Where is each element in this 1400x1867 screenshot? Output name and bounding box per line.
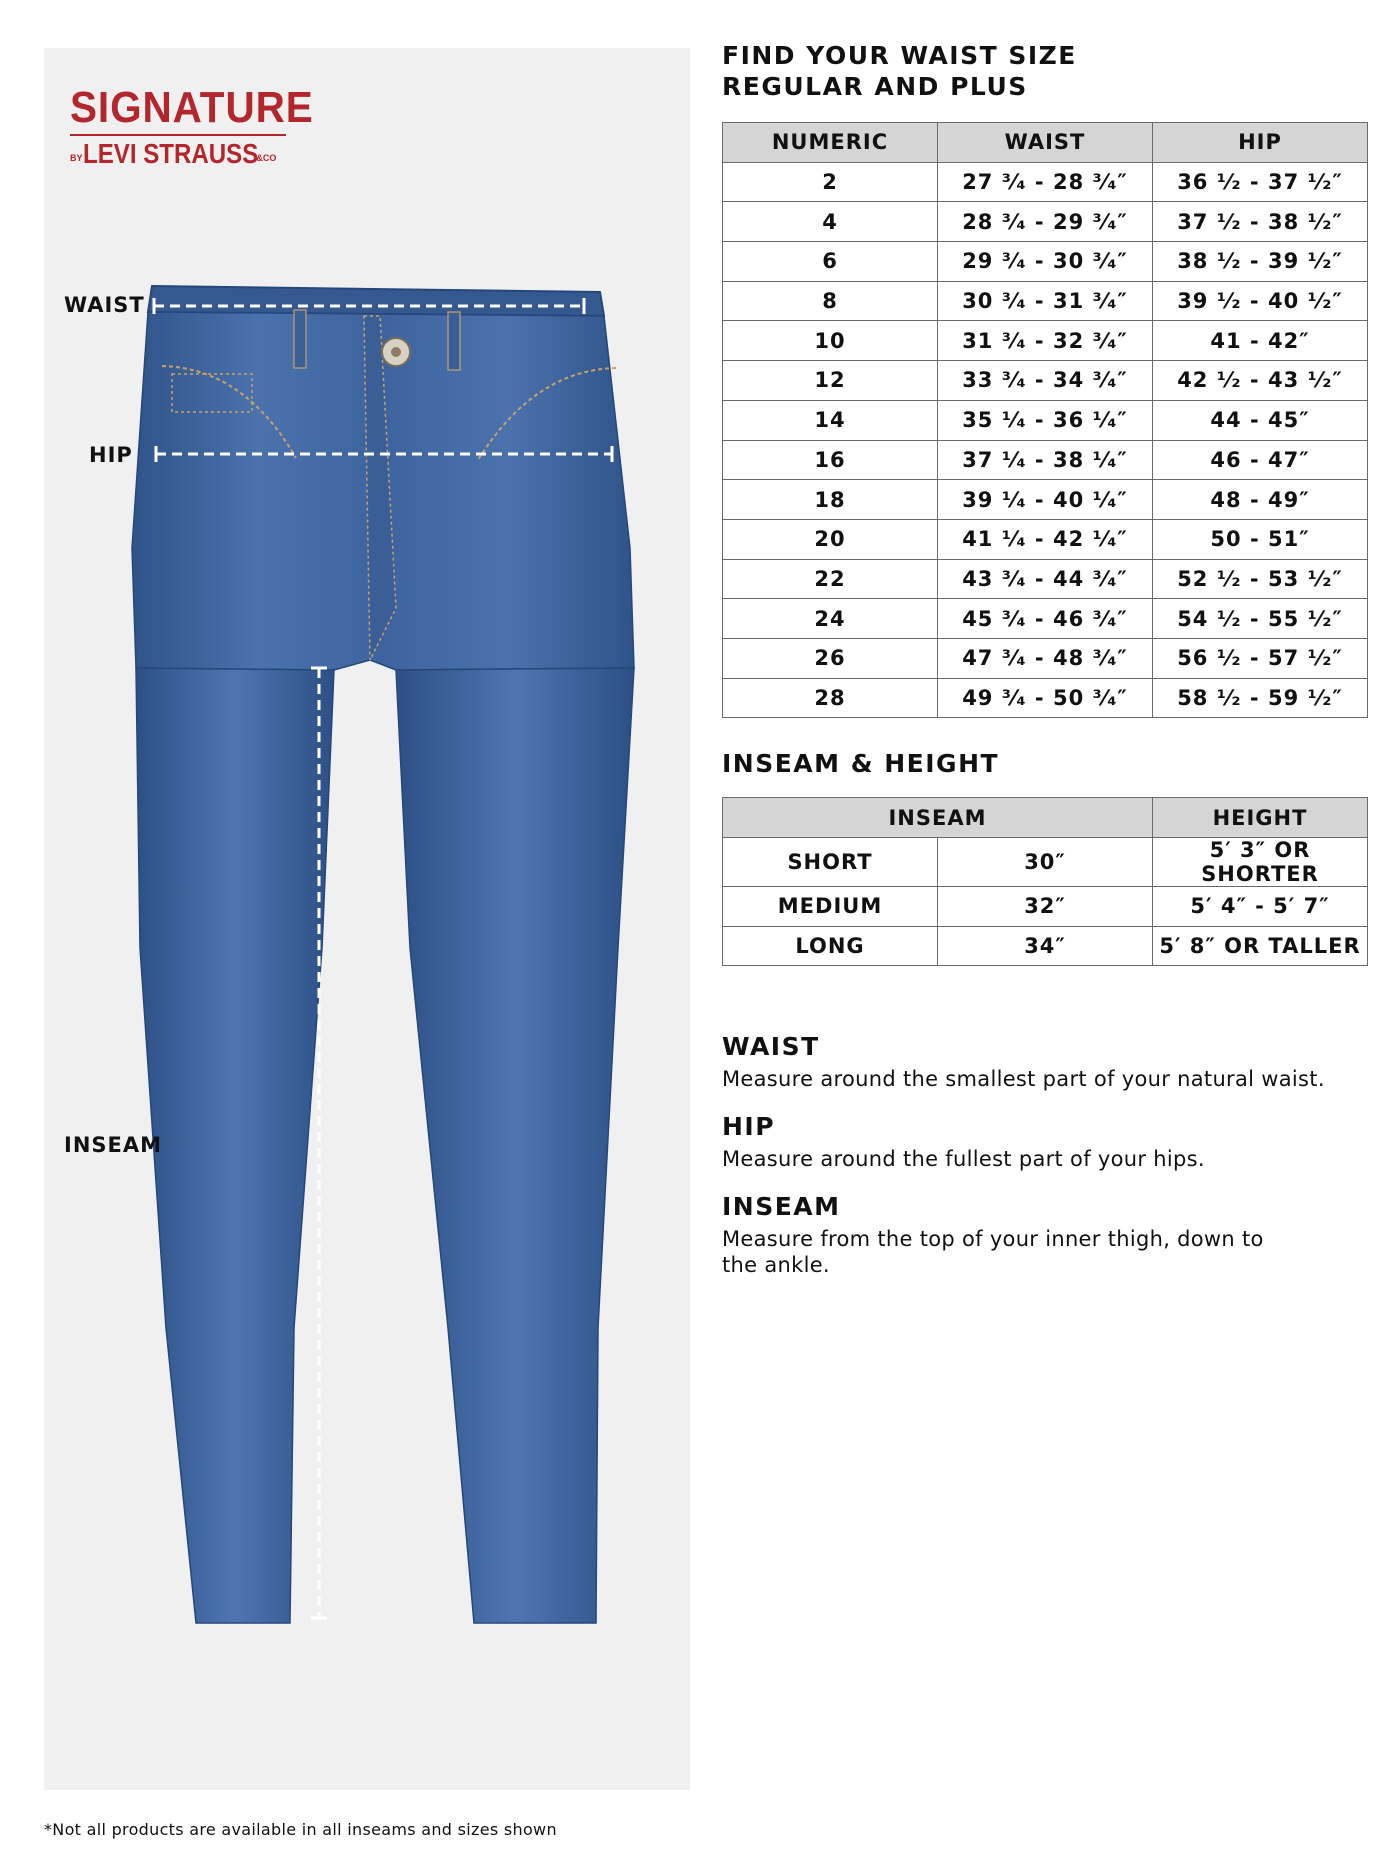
- hip-cell: 58 ¹⁄₂ - 59 ¹⁄₂″: [1153, 678, 1368, 718]
- hip-cell: 56 ¹⁄₂ - 57 ¹⁄₂″: [1153, 638, 1368, 678]
- size-cell: 4: [723, 202, 938, 242]
- footnote: *Not all products are available in all inseams and sizes shown: [44, 1820, 557, 1839]
- size-chart-header-hip: HIP: [1153, 123, 1368, 163]
- inseam-instruction-title: INSEAM: [722, 1192, 841, 1222]
- table-row: [723, 440, 1368, 480]
- waist-cell: 27 ³⁄₄ - 28 ³⁄₄″: [938, 162, 1153, 202]
- table-row: [723, 599, 1368, 639]
- table-row: [723, 638, 1368, 678]
- size-chart-table: [722, 122, 1368, 718]
- brand-logo-by: BY: [70, 153, 83, 163]
- inseam-name-cell: SHORT: [723, 838, 938, 887]
- height-cell: 5′ 8″ OR TALLER: [1153, 926, 1368, 966]
- table-row: [723, 519, 1368, 559]
- hip-cell: 37 ¹⁄₂ - 38 ¹⁄₂″: [1153, 202, 1368, 242]
- table-row: [723, 678, 1368, 718]
- size-cell: 8: [723, 281, 938, 321]
- product-image-panel: [44, 48, 690, 1790]
- inseam-chart-header-height: HEIGHT: [1153, 798, 1368, 838]
- inseam-length-cell: 34″: [938, 926, 1153, 966]
- size-cell: 10: [723, 321, 938, 361]
- table-row: [723, 321, 1368, 361]
- size-chart-header-row: [723, 123, 1368, 163]
- table-row: [723, 926, 1368, 966]
- size-cell: 2: [723, 162, 938, 202]
- size-cell: 12: [723, 361, 938, 401]
- size-chart-title-line2: REGULAR AND PLUS: [722, 72, 1028, 101]
- jeans-belt-loop: [294, 310, 306, 368]
- hip-cell: 42 ¹⁄₂ - 43 ¹⁄₂″: [1153, 361, 1368, 401]
- inseam-length-cell: 32″: [938, 887, 1153, 927]
- hip-cell: 50 - 51″: [1153, 519, 1368, 559]
- hip-cell: 46 - 47″: [1153, 440, 1368, 480]
- hip-cell: 52 ¹⁄₂ - 53 ¹⁄₂″: [1153, 559, 1368, 599]
- waist-cell: 35 ¹⁄₄ - 36 ¹⁄₄″: [938, 400, 1153, 440]
- size-cell: 22: [723, 559, 938, 599]
- height-cell: 5′ 3″ OR SHORTER: [1153, 838, 1368, 887]
- hip-cell: 36 ¹⁄₂ - 37 ¹⁄₂″: [1153, 162, 1368, 202]
- inseam-name-cell: LONG: [723, 926, 938, 966]
- size-cell: 18: [723, 480, 938, 520]
- waist-cell: 37 ¹⁄₄ - 38 ¹⁄₄″: [938, 440, 1153, 480]
- table-row: [723, 838, 1368, 887]
- waist-instruction-text: Measure around the smallest part of your natural waist.: [722, 1067, 1325, 1092]
- measure-instructions: [722, 1032, 1372, 1278]
- hip-instruction-text: Measure around the fullest part of your hips.: [722, 1147, 1205, 1172]
- waist-cell: 29 ³⁄₄ - 30 ³⁄₄″: [938, 242, 1153, 282]
- inseam-instruction-text: Measure from the top of your inner thigh, down to the ankle.: [722, 1227, 1264, 1278]
- inseam-measure-label: INSEAM: [64, 1133, 163, 1157]
- table-row: [723, 242, 1368, 282]
- waist-cell: 31 ³⁄₄ - 32 ³⁄₄″: [938, 321, 1153, 361]
- size-cell: 28: [723, 678, 938, 718]
- table-row: [723, 361, 1368, 401]
- jeans-right-leg: [396, 668, 634, 1623]
- hip-cell: 39 ¹⁄₂ - 40 ¹⁄₂″: [1153, 281, 1368, 321]
- hip-instruction-title: HIP: [722, 1112, 776, 1142]
- table-row: [723, 202, 1368, 242]
- brand-logo-line2: LEVI STRAUSS: [82, 138, 258, 169]
- hip-cell: 44 - 45″: [1153, 400, 1368, 440]
- table-row: [723, 281, 1368, 321]
- table-row: [723, 559, 1368, 599]
- waist-cell: 47 ³⁄₄ - 48 ³⁄₄″: [938, 638, 1153, 678]
- inseam-name-cell: MEDIUM: [723, 887, 938, 927]
- table-row: [723, 162, 1368, 202]
- jeans-waistband: [148, 286, 604, 316]
- waist-cell: 45 ³⁄₄ - 46 ³⁄₄″: [938, 599, 1153, 639]
- inseam-chart-table: [722, 797, 1368, 966]
- waist-instruction-title: WAIST: [722, 1032, 820, 1062]
- waist-cell: 33 ³⁄₄ - 34 ³⁄₄″: [938, 361, 1153, 401]
- waist-cell: 30 ³⁄₄ - 31 ³⁄₄″: [938, 281, 1153, 321]
- waist-cell: 43 ³⁄₄ - 44 ³⁄₄″: [938, 559, 1153, 599]
- hip-cell: 48 - 49″: [1153, 480, 1368, 520]
- hip-cell: 41 - 42″: [1153, 321, 1368, 361]
- size-cell: 16: [723, 440, 938, 480]
- table-row: [723, 480, 1368, 520]
- waist-cell: 28 ³⁄₄ - 29 ³⁄₄″: [938, 202, 1153, 242]
- size-chart-header-numeric: NUMERIC: [723, 123, 938, 163]
- size-cell: 26: [723, 638, 938, 678]
- jeans-left-leg: [136, 668, 334, 1623]
- hip-measure-label: HIP: [89, 443, 133, 467]
- size-chart-title-line1: FIND YOUR WAIST SIZE: [722, 41, 1077, 70]
- table-row: [723, 887, 1368, 927]
- inseam-chart-title: INSEAM & HEIGHT: [722, 749, 1000, 779]
- brand-logo-co: &CO: [256, 153, 277, 163]
- table-row: [723, 400, 1368, 440]
- size-cell: 20: [723, 519, 938, 559]
- size-cell: 6: [723, 242, 938, 282]
- waist-cell: 39 ¹⁄₄ - 40 ¹⁄₄″: [938, 480, 1153, 520]
- size-cell: 14: [723, 400, 938, 440]
- size-guide-content: [722, 40, 1372, 1278]
- waist-cell: 41 ¹⁄₄ - 42 ¹⁄₄″: [938, 519, 1153, 559]
- waist-measure-label: WAIST: [64, 293, 145, 317]
- hip-cell: 54 ¹⁄₂ - 55 ¹⁄₂″: [1153, 599, 1368, 639]
- hip-cell: 38 ¹⁄₂ - 39 ¹⁄₂″: [1153, 242, 1368, 282]
- inseam-chart-header-inseam: INSEAM: [723, 798, 1153, 838]
- inseam-chart-header-row: [723, 798, 1368, 838]
- size-cell: 24: [723, 599, 938, 639]
- jeans-belt-loop: [448, 312, 460, 370]
- waist-cell: 49 ³⁄₄ - 50 ³⁄₄″: [938, 678, 1153, 718]
- inseam-length-cell: 30″: [938, 838, 1153, 887]
- brand-logo-line1: SIGNATURE: [70, 83, 314, 132]
- size-chart-header-waist: WAIST: [938, 123, 1153, 163]
- height-cell: 5′ 4″ - 5′ 7″: [1153, 887, 1368, 927]
